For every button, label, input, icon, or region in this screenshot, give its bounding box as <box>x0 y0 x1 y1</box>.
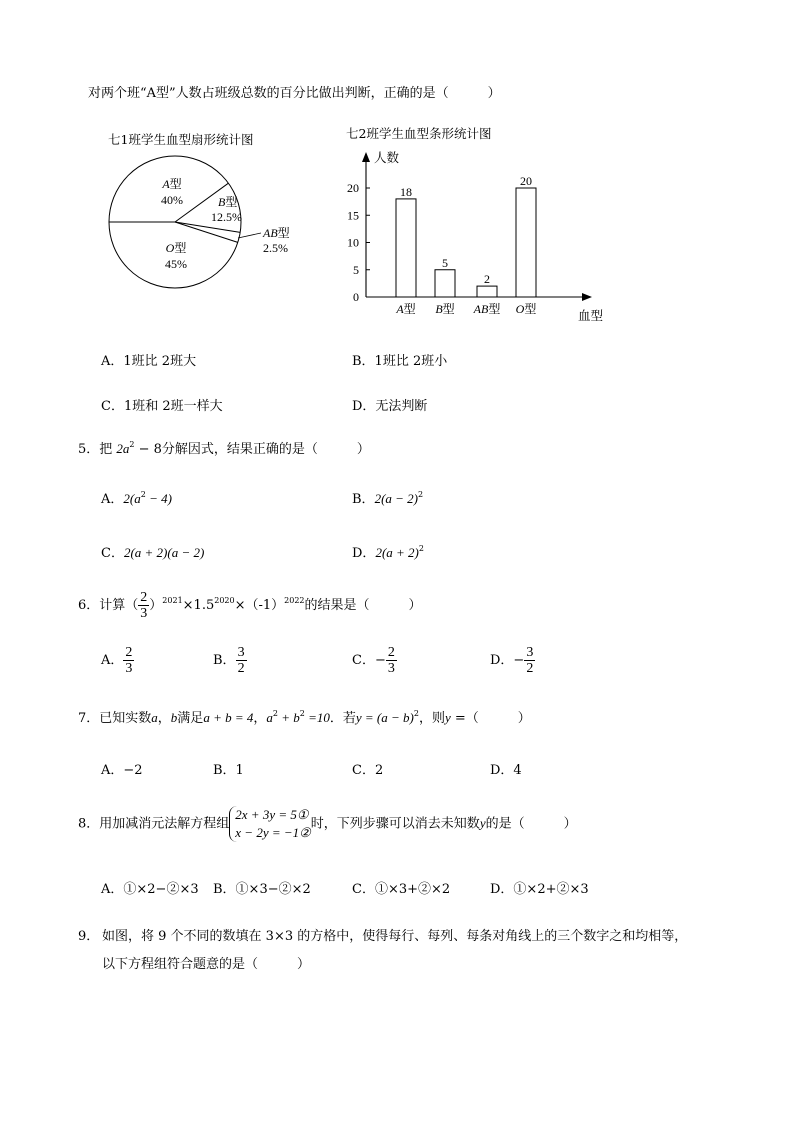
q8-option-b[interactable]: B．①×3−②×2 <box>213 882 311 897</box>
bar-data-label-3: 20 <box>520 174 532 188</box>
bar-chart <box>330 140 620 330</box>
q5-option-a[interactable]: A．$2(a^2 - 4)$ <box>101 490 172 507</box>
pie-slice-label-0: A型 <box>162 177 182 191</box>
q7-option-d[interactable]: D．4 <box>490 763 522 778</box>
q7-option-c[interactable]: C．2 <box>352 763 384 778</box>
bar-category-label-0: A型 <box>396 302 416 316</box>
q6-stem: 6．计算（ $\frac{2}{3}$ ）$^{2021}\times 1.5^{2020}\times(-1)^{2022}$的结果是（ ） <box>78 590 422 621</box>
q4-stem: 对两个班“A型”人数占班级总数的百分比做出判断，正确的是（ ） <box>88 86 501 101</box>
pie-slice-boundary-3 <box>175 222 238 242</box>
bar-y-tick-label-4: 20 <box>347 181 359 195</box>
q8-option-c[interactable]: C．①×3+②×2 <box>352 882 451 897</box>
pie-slice-value-3: 45% <box>165 257 187 271</box>
pie-chart <box>100 150 340 300</box>
bar-y-tick-label-1: 5 <box>353 262 359 277</box>
q8-stem: 8．用加减消元法解方程组 2x + 3y = 5① x − 2y = −1② 时，下列步骤可以消去未知数y的是（ ） <box>78 807 577 840</box>
equation-system: 2x + 3y = 5① x − 2y = −1② <box>229 806 311 842</box>
bar-y-axis-label: 人数 <box>374 151 400 165</box>
pie-ab-leader-line <box>238 233 261 238</box>
q5-option-b[interactable]: B．$2(a - 2)^2$ <box>352 490 424 507</box>
q7-option-b[interactable]: B．1 <box>213 763 244 778</box>
q7-option-a[interactable]: A．−2 <box>101 763 143 778</box>
q4-option-a[interactable]: A．1班比 2班大 <box>101 354 197 369</box>
pie-slice-label-1: B型 <box>218 195 238 209</box>
bar-data-label-0: 18 <box>400 184 412 199</box>
q6-option-b[interactable]: B． $\frac{3}{2}$ <box>213 645 245 676</box>
bar-data-label-2: 2 <box>484 272 490 287</box>
q8-option-a[interactable]: A．①×2−②×3 <box>101 882 199 897</box>
pie-chart-title: 七1班学生血型扇形统计图 <box>108 132 254 147</box>
q4-option-d[interactable]: D．无法判断 <box>352 399 428 414</box>
bar-3 <box>516 188 536 297</box>
q4-option-c[interactable]: C．1班和 2班一样大 <box>101 399 223 414</box>
pie-slice-value-0: 40% <box>161 193 183 207</box>
pie-slice-value-1: 12.5% <box>211 210 242 224</box>
bar-y-tick-label-0: 0 <box>353 290 359 304</box>
bar-category-label-2: AB型 <box>473 302 501 316</box>
bar-2 <box>477 286 497 297</box>
bar-chart-title: 七2班学生血型条形统计图 <box>346 126 492 141</box>
q5-option-d[interactable]: D．$2(a + 2)^2$ <box>352 544 424 561</box>
bar-y-tick-label-3: 15 <box>347 208 359 223</box>
q9-stem-line2: 以下方程组符合题意的是（ ） <box>102 957 311 972</box>
q6-option-c[interactable]: C．− $\frac{2}{3}$ <box>352 645 395 676</box>
q6-option-a[interactable]: A． $\frac{2}{3}$ <box>101 645 133 676</box>
pie-slice-label-3: O型 <box>165 241 187 255</box>
q5-option-c[interactable]: C．2(a + 2)(a − 2) <box>101 545 205 561</box>
q5-stem: 5．把 $2a^2 - 8$分解因式，结果正确的是（ ） <box>78 440 370 457</box>
bar-category-label-1: B型 <box>435 302 455 316</box>
bar-data-label-1: 5 <box>442 255 448 270</box>
bar-y-axis-arrow <box>362 152 370 162</box>
bar-0 <box>396 199 416 297</box>
bar-1 <box>435 270 455 297</box>
q8-option-d[interactable]: D．①×2+②×3 <box>490 882 589 897</box>
pie-slice-label-2: AB型 <box>263 226 290 240</box>
bar-y-tick-label-2: 10 <box>347 235 359 250</box>
q9-number: 9． <box>78 929 100 944</box>
q7-stem: 7．已知实数a，b满足a + b = 4，$a^2 + b^2 =10$．若$y = (a - b)^2$，则y =（ ） <box>78 709 531 726</box>
bar-x-axis-arrow <box>582 293 592 301</box>
bar-category-label-3: O型 <box>515 302 537 316</box>
q4-option-b[interactable]: B．1班比 2班小 <box>352 354 448 369</box>
pie-slice-value-2: 2.5% <box>263 241 288 255</box>
q6-option-d[interactable]: D．− $\frac{3}{2}$ <box>490 645 534 676</box>
q9-stem-line1: 如图，将 9 个不同的数填在 3×3 的方格中，使得每行、每列、每条对角线上的三个数字之和均相等， <box>102 929 688 944</box>
bar-x-axis-label: 血型 <box>578 309 604 323</box>
